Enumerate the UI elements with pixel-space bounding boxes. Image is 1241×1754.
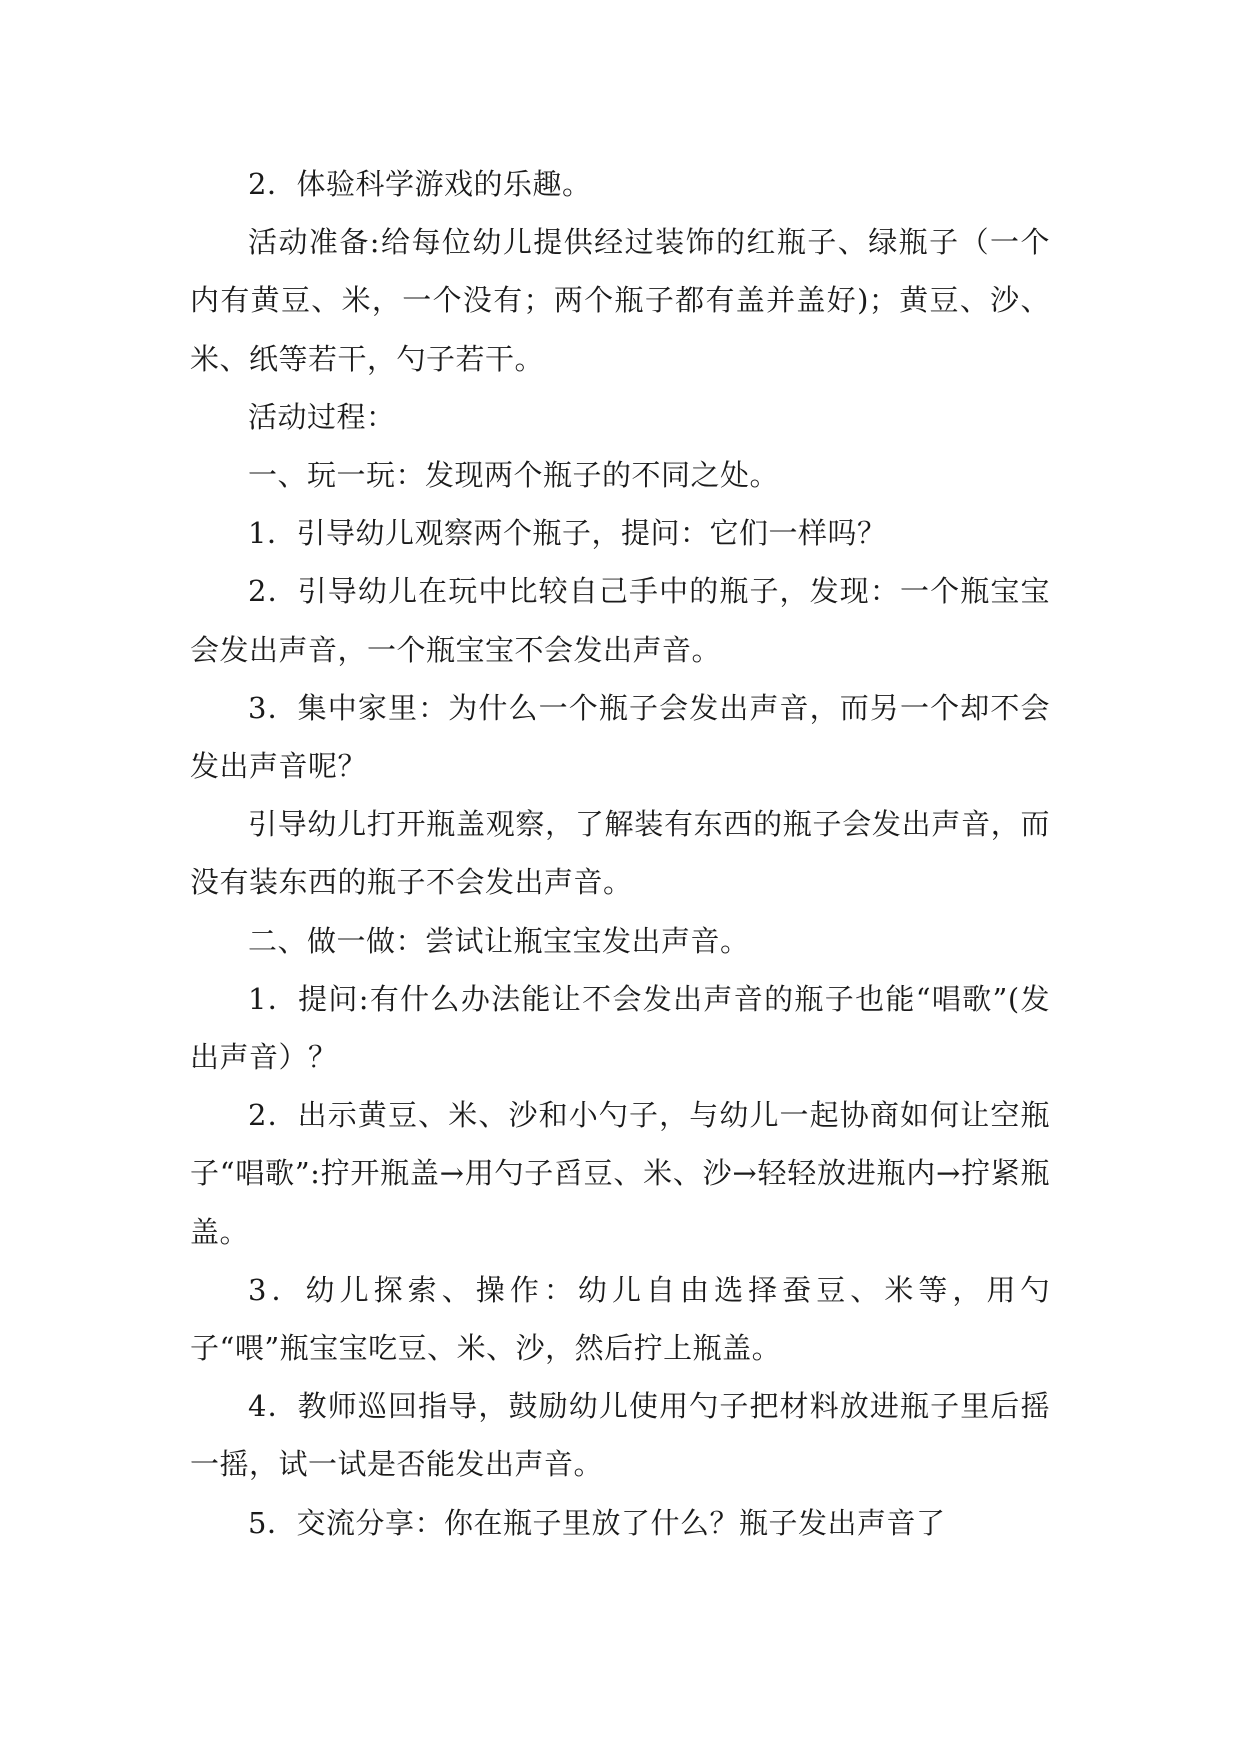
paragraph: 2．出示黄豆、米、沙和小勺子，与幼儿一起协商如何让空瓶子“唱歌”:拧开瓶盖→用勺子舀豆、米、沙→轻轻放进瓶内→拧紧瓶盖。: [190, 1098, 1050, 1249]
paragraph: 5．交流分享：你在瓶子里放了什么？瓶子发出声音了: [248, 1505, 946, 1540]
paragraph: 活动过程：: [248, 399, 396, 434]
paragraph: 2．体验科学游戏的乐趣。: [248, 167, 592, 201]
paragraph: 一、玩一玩：发现两个瓶子的不同之处。: [248, 458, 780, 493]
paragraph: 3．幼儿探索、操作：幼儿自由选择蚕豆、米等，用勺子“喂”瓶宝宝吃豆、米、沙，然后拧上瓶盖。: [190, 1272, 1050, 1366]
paragraph: 3．集中家里：为什么一个瓶子会发出声音，而另一个却不会发出声音呢？: [190, 690, 1050, 784]
paragraph: 引导幼儿打开瓶盖观察，了解装有东西的瓶子会发出声音，而没有装东西的瓶子不会发出声音。: [190, 807, 1050, 900]
paragraph: 二、做一做：尝试让瓶宝宝发出声音。: [248, 923, 750, 958]
paragraph: 2．引导幼儿在玩中比较自己手中的瓶子，发现：一个瓶宝宝会发出声音，一个瓶宝宝不会发出声音。: [190, 574, 1050, 667]
paragraph: 1．提问:有什么办法能让不会发出声音的瓶子也能“唱歌”(发出声音）？: [190, 981, 1050, 1075]
paragraph: 活动准备:给每位幼儿提供经过装饰的红瓶子、绿瓶子（一个内有黄豆、米，一个没有；两个瓶子都有盖并盖好)；黄豆、沙、米、纸等若干，勺子若干。: [190, 225, 1050, 376]
paragraph: 1．引导幼儿观察两个瓶子，提问：它们一样吗？: [248, 516, 887, 551]
document-body: [190, 155, 1050, 1552]
paragraph: 4．教师巡回指导，鼓励幼儿使用勺子把材料放进瓶子里后摇一摇，试一试是否能发出声音。: [190, 1389, 1050, 1482]
